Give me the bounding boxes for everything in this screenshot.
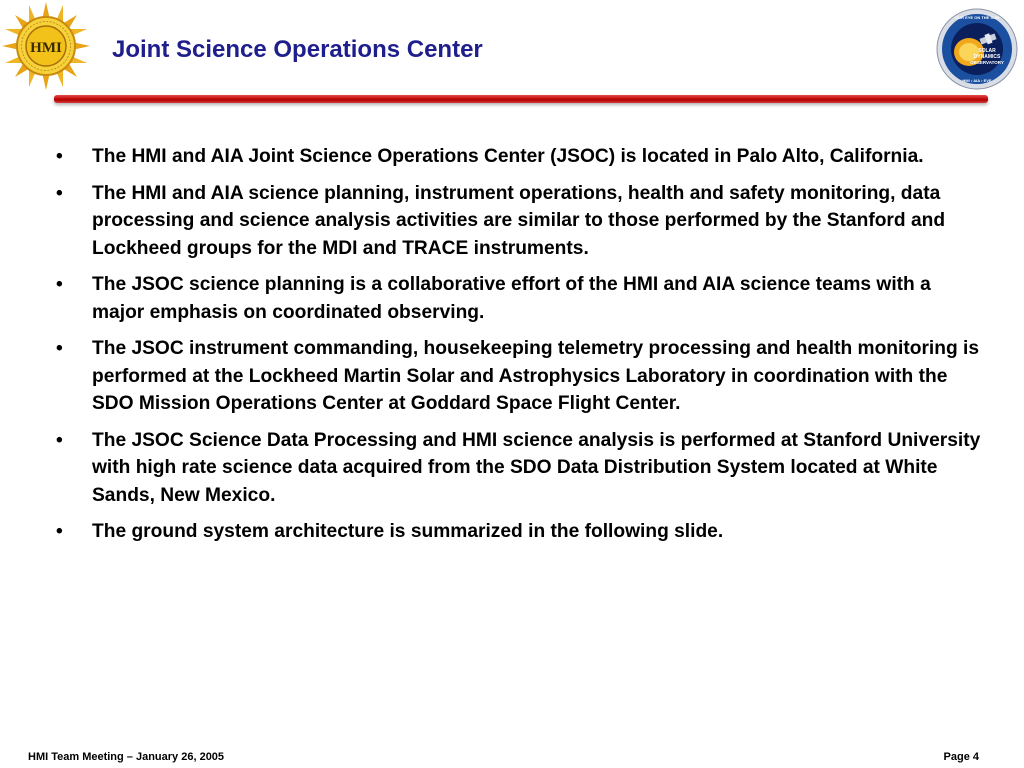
bullet-text: The JSOC instrument commanding, housekeeping telemetry processing and health monitoring is performed at the Lockheed Martin Solar and Astrophysics Laboratory in coordination with the SDO Mission Operations Center at Goddard Space Flight Center. [92, 338, 980, 414]
hmi-logo [2, 2, 90, 90]
bullet-text: The HMI and AIA Joint Science Operations Center (JSOC) is located in Palo Alto, California. [92, 146, 924, 167]
sdo-logo-ring-top: OUR EYE ON THE SUN [955, 15, 999, 20]
sdo-logo-line1: SOLAR [978, 48, 996, 54]
hmi-logo-text: HMI [30, 40, 62, 56]
bullet-item [52, 427, 982, 510]
bullet-text: The JSOC Science Data Processing and HMI science analysis is performed at Stanford University with high rate science data acquired from the SDO Data Distribution System located at White Sands, New Mexico. [92, 429, 981, 506]
bullet-icon: • [56, 521, 63, 542]
bullet-item [52, 518, 982, 546]
footer-meeting-label: HMI Team Meeting – January 26, 2005 [28, 751, 225, 763]
sdo-logo-ring-bottom: HMI • AIA • EVE [962, 78, 992, 83]
bullet-text: The HMI and AIA science planning, instrument operations, health and safety monitoring, data processing and science analysis activities are similar to those performed by the Stanford and Lockheed groups for the MDI and TRACE instruments. [92, 182, 946, 259]
sdo-logo [936, 8, 1018, 90]
bullet-icon: • [56, 146, 63, 167]
sdo-logo-line2: DYNAMICS [973, 54, 1001, 60]
bullet-icon: • [56, 338, 63, 359]
bullet-item [52, 180, 982, 263]
bullet-item [52, 271, 982, 326]
title-divider [54, 95, 988, 103]
sdo-logo-line3: OBSERVATORY [970, 60, 1004, 65]
bullet-list [52, 143, 982, 555]
bullet-icon: • [56, 274, 63, 295]
bullet-text: The JSOC science planning is a collaborative effort of the HMI and AIA science teams with a major emphasis on coordinated observing. [92, 274, 931, 323]
page-title: Joint Science Operations Center [112, 36, 483, 63]
bullet-text: The ground system architecture is summarized in the following slide. [92, 521, 724, 542]
bullet-icon: • [56, 182, 63, 204]
bullet-item [52, 143, 982, 171]
bullet-item [52, 335, 982, 418]
footer-page-number: Page 4 [943, 751, 979, 763]
bullet-icon: • [56, 429, 63, 451]
